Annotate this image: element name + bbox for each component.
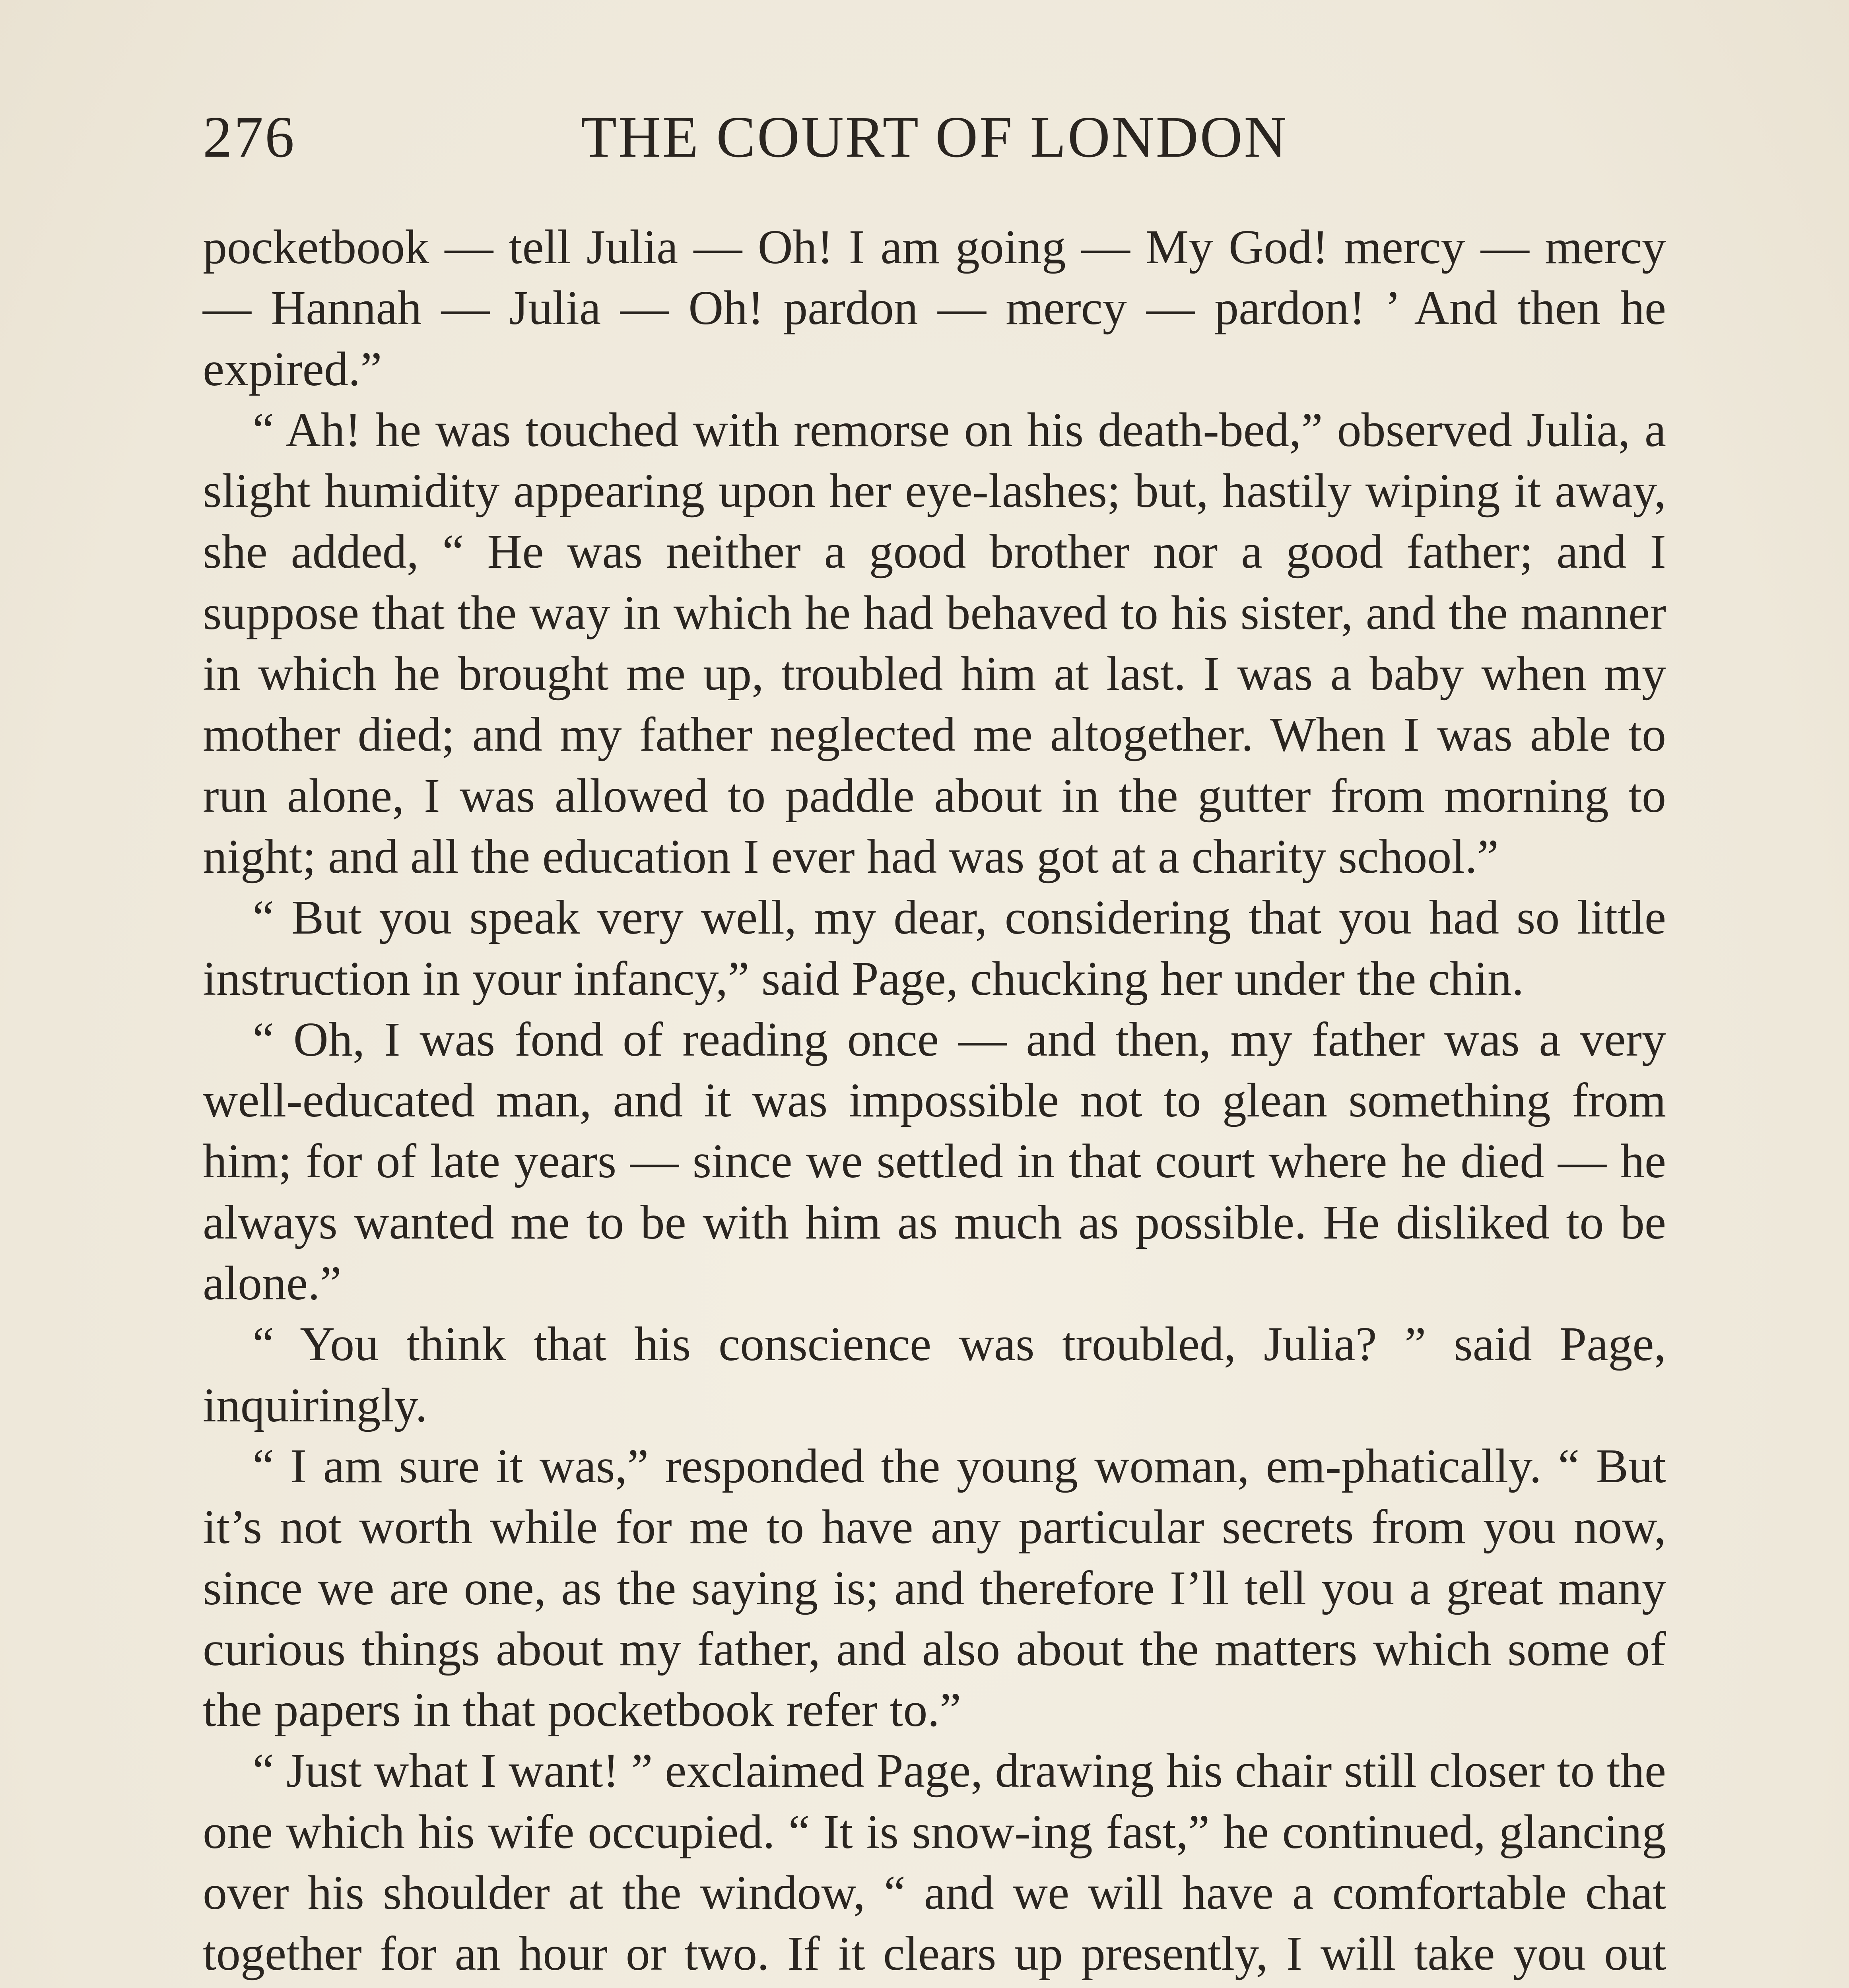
paragraph: “ Ah! he was touched with remorse on his death-bed,” observed Julia, a slight humidity appearing upon her eye-lashes; but, hastily wiping it away, she added, “ He was neither a good brother nor a good father; and I suppose that the way in which he had behaved to his sister, and the manner in which he brought me up, troubled him at last. I was a baby when my mother died; and my father neglected me altogether. When I was able to run alone, I was allowed to paddle about in the gutter from morning to night; and all the education I ever had was got at a charity school.”: [203, 403, 1666, 883]
paragraph-continuation: pocketbook — tell Julia — Oh! I am going — My God! mercy — mercy — Hannah — Julia — Oh! pardon — mercy — pardon! ’ And then he expired.”: [203, 220, 1666, 396]
paragraph: “ I am sure it was,” responded the young woman, em-phatically. “ But it’s not worth while for me to have any particular secrets from you now, since we are one, as the saying is; and therefore I’ll tell you a great many curious things about my father, and also about the matters which some of the papers in that pocketbook refer to.”: [203, 1439, 1666, 1737]
page-number: 276: [203, 105, 296, 170]
paragraph: “ But you speak very well, my dear, considering that you had so little instruction in your infancy,” said Page, chucking her under the chin.: [203, 891, 1666, 1006]
page-header: [203, 101, 1666, 173]
paragraph: “ You think that his conscience was troubled, Julia? ” said Page, inquiringly.: [203, 1317, 1666, 1432]
running-title: THE COURT OF LONDON: [581, 105, 1288, 170]
body-text: [203, 217, 1666, 1988]
paragraph: “ Just what I want! ” exclaimed Page, drawing his chair still closer to the one which his wife occupied. “ It is snow-ing fast,” he continued, glancing over his shoulder at the window, “ and we will have a comfortable chat together for an hour or two. If it clears up presently, I will take you out: [203, 1744, 1666, 1981]
paragraph: “ Oh, I was fond of reading once — and then, my father was a very well-educated man, and it was impossible not to glean something from him; for of late years — since we settled in that court where he died — he always wanted me to be with him as much as possible. He disliked to be alone.”: [203, 1012, 1666, 1310]
